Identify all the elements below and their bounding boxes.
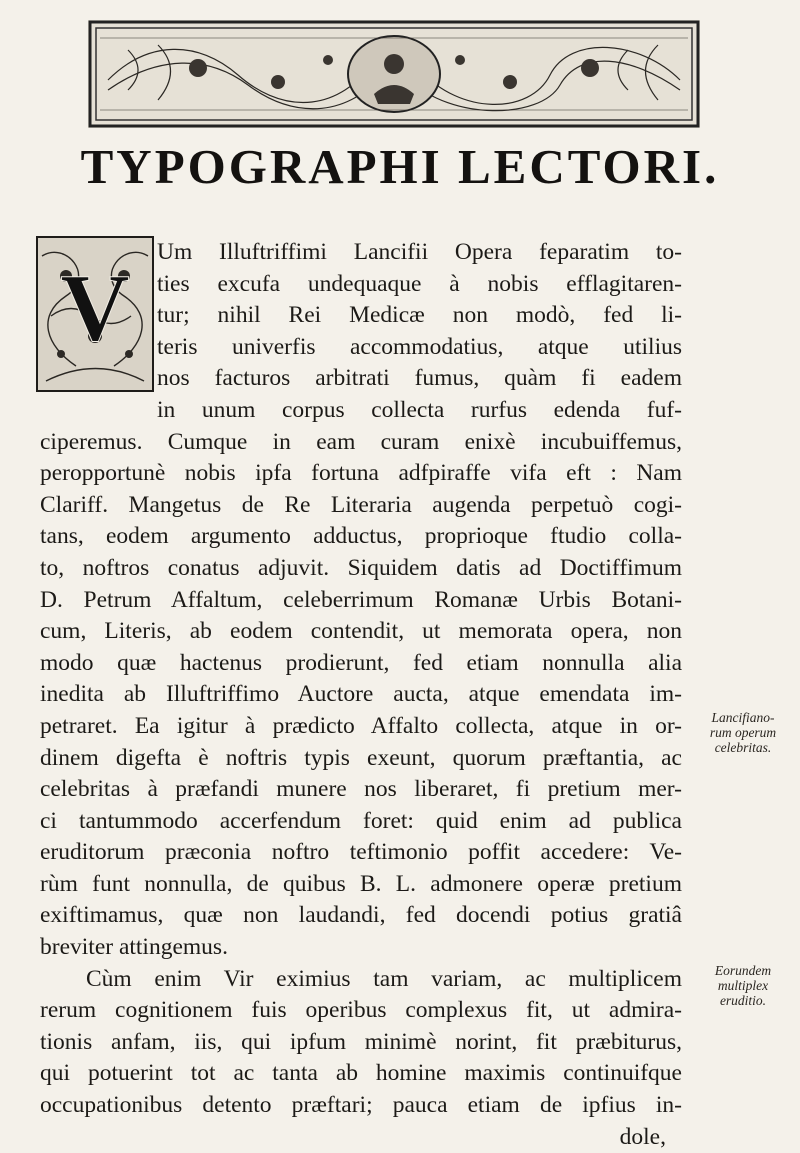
text-line: teris univerfis accommodatius, atque utilius bbox=[157, 333, 682, 360]
text-line: Um Illuftriffimi Lancifii Opera feparatim to- bbox=[157, 239, 682, 265]
text-line: inedita ab Illuftriffimo Auctore aucta, atque emendata im- bbox=[40, 681, 682, 708]
margin-note-line: Lancifiano- bbox=[711, 710, 775, 725]
text-line: qui potuerint tot ac tanta ab homine maximis continuifque bbox=[40, 1060, 682, 1087]
text-line: occupationibus detento præftari; pauca etiam de ipfius in- bbox=[40, 1092, 682, 1119]
text-line: celebritas à præfandi munere nos liberaret, fi pretium mer- bbox=[40, 776, 682, 803]
text-line: in unum corpus collecta rurfus edenda fuf- bbox=[157, 396, 682, 423]
text-line: breviter attingemus. bbox=[40, 934, 228, 961]
text-line: to, noftros conatus adjuvit. Siquidem datis ad Doctiffimum bbox=[40, 554, 682, 581]
text-line: eruditorum præconia noftro teftimonio poffit accedere: Ve- bbox=[40, 839, 682, 866]
margin-note bbox=[690, 710, 796, 755]
text-line: modo quæ hactenus prodierunt, fed etiam nonnulla alia bbox=[40, 649, 682, 676]
margin-note-line: Eorundem bbox=[714, 963, 772, 978]
margin-note-line: eruditio. bbox=[719, 993, 767, 1008]
text-line: rerum cognitionem fuis operibus complexus fit, ut admira- bbox=[40, 997, 682, 1024]
text-line: tans, eodem argumento adductus, proprioque ftudio colla- bbox=[40, 523, 682, 550]
text-line: ties excufa undequaque à nobis efflagitaren- bbox=[157, 270, 682, 297]
text-line: exiftimamus, quæ non laudandi, fed docendi potius gratiâ bbox=[40, 902, 682, 929]
text-line: tionis anfam, iis, qui ipfum minimè norint, fit præbiturus, bbox=[40, 1028, 682, 1055]
initial-letter: V bbox=[60, 254, 130, 361]
page-title: TYPOGRAPHI LECTORI. bbox=[80, 139, 720, 194]
text-line: dole, bbox=[619, 1123, 666, 1150]
text-line: ci tantummodo accerfendum foret: quid enim ad publica bbox=[40, 807, 682, 834]
text-line: nos facturos arbitrati fumus, quàm fi eadem bbox=[157, 365, 682, 392]
text-line: peropportunè nobis ipfa fortuna adfpiraffe vifa eft : Nam bbox=[40, 460, 682, 487]
text-line: ciperemus. Cumque in eam curam enixè incubuiffemus, bbox=[40, 428, 682, 455]
text-line: D. Petrum Affaltum, celeberrimum Romanæ Urbis Botani- bbox=[40, 586, 682, 613]
text-line: Cùm enim Vir eximius tam variam, ac multiplicem bbox=[86, 965, 682, 992]
ornamental-headpiece bbox=[88, 20, 700, 128]
text-line: rùm funt nonnulla, de quibus B. L. admonere operæ pretium bbox=[40, 870, 682, 897]
text-line: petraret. Ea igitur à prædicto Affalto collecta, atque in or- bbox=[40, 712, 682, 739]
text-line: dinem digefta è noftris typis exeunt, quorum præftantia, ac bbox=[40, 744, 682, 771]
margin-note-line: rum operum bbox=[709, 725, 777, 740]
margin-note bbox=[690, 963, 796, 1008]
margin-note-line: multiplex bbox=[717, 978, 769, 993]
text-line: cum, Literis, ab eodem contendit, ut memorata opera, non bbox=[40, 618, 682, 645]
margin-note-line: celebritas. bbox=[714, 740, 772, 755]
text-line: tur; nihil Rei Medicæ non modò, fed li- bbox=[157, 302, 682, 329]
text-line: Clariff. Mangetus de Re Literaria augenda perpetuò cogi- bbox=[40, 491, 682, 518]
body-text bbox=[40, 237, 682, 1153]
